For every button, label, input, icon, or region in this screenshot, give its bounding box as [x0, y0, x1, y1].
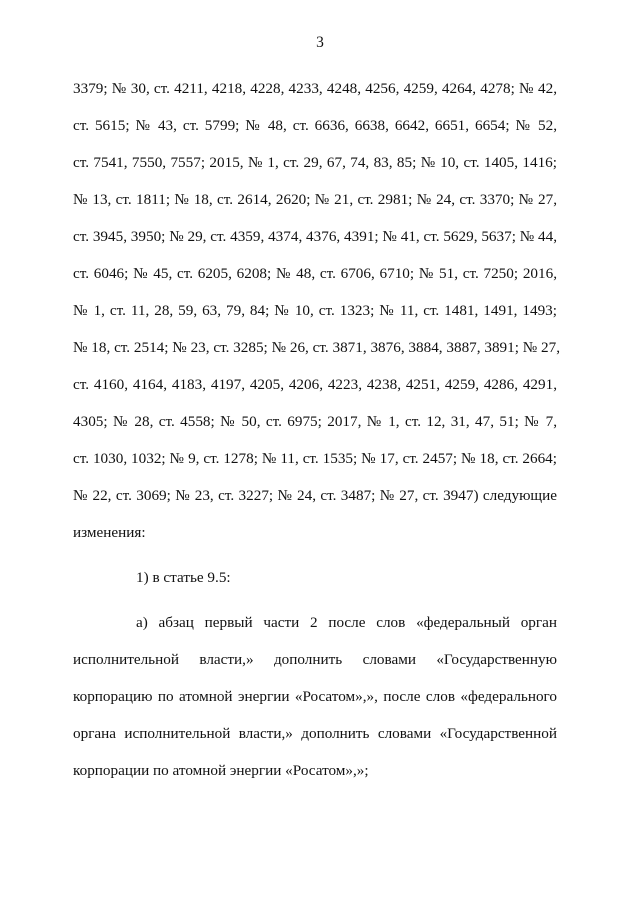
text-line: ст. 5615; № 43, ст. 5799; № 48, ст. 6636, 6638, 6642, 6651, 6654; № 52,	[73, 117, 557, 134]
page-number: 3	[316, 34, 324, 51]
text-line: № 18, ст. 2514; № 23, ст. 3285; № 26, ст. 3871, 3876, 3884, 3887, 3891; № 27,	[73, 339, 561, 356]
text-line: изменения:	[73, 524, 146, 541]
paragraph-gap	[73, 596, 557, 604]
text-line: 3379; № 30, ст. 4211, 4218, 4228, 4233, 4248, 4256, 4259, 4264, 4278; № 42,	[73, 80, 557, 97]
list-item-1: 1) в статье 9.5:	[136, 569, 231, 586]
paragraph-gap	[73, 551, 557, 559]
text-line: ст. 6046; № 45, ст. 6205, 6208; № 48, ст. 6706, 6710; № 51, ст. 7250; 2016,	[73, 265, 557, 282]
item-a-line: корпорации по атомной энергии «Росатом»,»;	[73, 762, 369, 779]
item-a-line: органа исполнительной власти,» дополнить словами «Государственной	[73, 725, 557, 742]
text-line: № 1, ст. 11, 28, 59, 63, 79, 84; № 10, ст. 1323; № 11, ст. 1481, 1491, 1493;	[73, 302, 557, 319]
text-line: ст. 3945, 3950; № 29, ст. 4359, 4374, 4376, 4391; № 41, ст. 5629, 5637; № 44,	[73, 228, 557, 245]
text-line: 4305; № 28, ст. 4558; № 50, ст. 6975; 2017, № 1, ст. 12, 31, 47, 51; № 7,	[73, 413, 557, 430]
text-line: ст. 4160, 4164, 4183, 4197, 4205, 4206, 4223, 4238, 4251, 4259, 4286, 4291,	[73, 376, 557, 393]
text-line: № 22, ст. 3069; № 23, ст. 3227; № 24, ст. 3487; № 27, ст. 3947) следующие	[73, 487, 557, 504]
text-line: № 13, ст. 1811; № 18, ст. 2614, 2620; № 21, ст. 2981; № 24, ст. 3370; № 27,	[73, 191, 557, 208]
item-a-line: исполнительной власти,» дополнить словами «Государственную	[73, 651, 557, 668]
item-a-line: а) абзац первый части 2 после слов «федеральный орган	[136, 614, 557, 631]
text-line: ст. 1030, 1032; № 9, ст. 1278; № 11, ст. 1535; № 17, ст. 2457; № 18, ст. 2664;	[73, 450, 557, 467]
item-a-line: корпорацию по атомной энергии «Росатом»,», после слов «федерального	[73, 688, 557, 705]
document-body	[73, 70, 561, 789]
text-line: ст. 7541, 7550, 7557; 2015, № 1, ст. 29, 67, 74, 83, 85; № 10, ст. 1405, 1416;	[73, 154, 557, 171]
